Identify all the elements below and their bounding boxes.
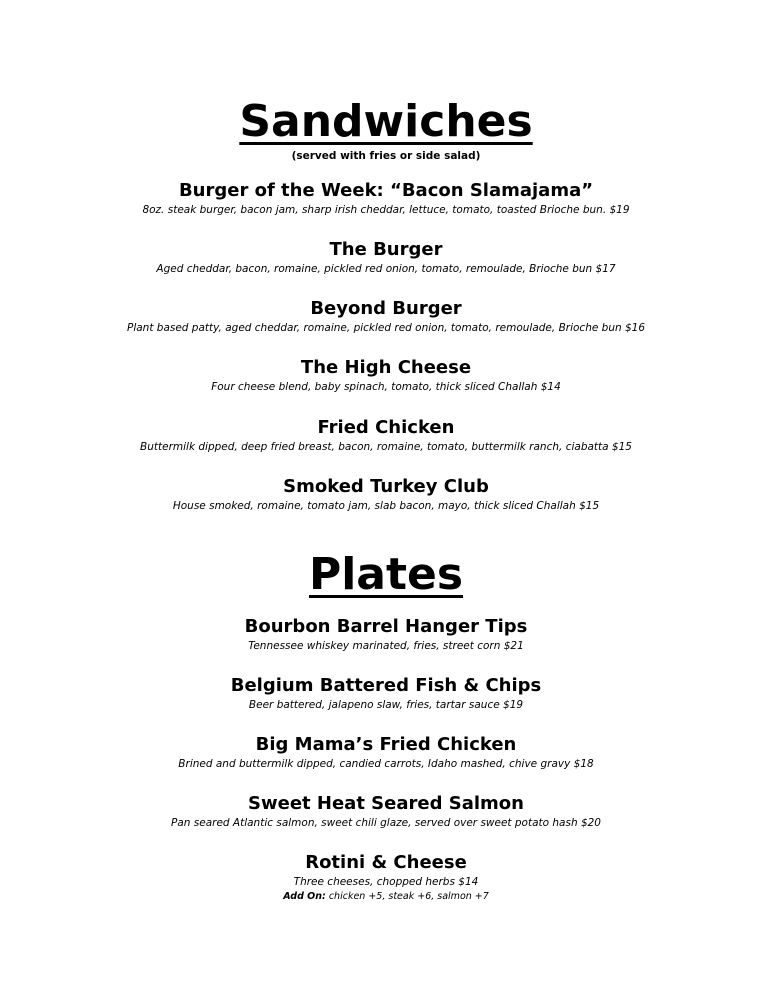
menu-item-name: Big Mama’s Fried Chicken bbox=[255, 734, 517, 755]
menu-item bbox=[0, 475, 772, 514]
menu-item-description: Tennessee whiskey marinated, fries, street corn $21 bbox=[248, 640, 524, 652]
menu-item-description: Brined and buttermilk dipped, candied carrots, Idaho mashed, chive gravy $18 bbox=[178, 758, 594, 770]
sandwiches-served-note: (served with fries or side salad) bbox=[291, 150, 481, 162]
menu-item-description: Pan seared Atlantic salmon, sweet chili glaze, served over sweet potato hash $20 bbox=[171, 817, 601, 829]
menu-item bbox=[0, 297, 772, 336]
menu-item-description: Aged cheddar, bacon, romaine, pickled red onion, tomato, remoulade, Brioche bun $17 bbox=[156, 263, 616, 275]
menu-item-name: Bourbon Barrel Hanger Tips bbox=[244, 616, 528, 637]
menu-item bbox=[0, 674, 772, 713]
menu-item-name: Fried Chicken bbox=[317, 417, 455, 438]
menu-item-description: Four cheese blend, baby spinach, tomato, thick sliced Challah $14 bbox=[211, 381, 561, 393]
add-on-label: Add On: bbox=[283, 891, 326, 902]
menu-item-name: Belgium Battered Fish & Chips bbox=[230, 675, 542, 696]
add-on-note bbox=[0, 890, 772, 904]
menu-item-name: The High Cheese bbox=[300, 357, 472, 378]
menu-item-name: Burger of the Week: “Bacon Slamajama” bbox=[178, 180, 594, 201]
menu-item-description: Plant based patty, aged cheddar, romaine, pickled red onion, tomato, remoulade, Brioche bun $16 bbox=[126, 322, 646, 334]
menu-item bbox=[0, 416, 772, 455]
menu-item bbox=[0, 238, 772, 277]
menu-item bbox=[0, 792, 772, 831]
menu-item-description: Three cheeses, chopped herbs $14 bbox=[293, 876, 479, 888]
add-on-options: chicken +5, steak +6, salmon +7 bbox=[325, 891, 489, 902]
menu-item-name: Sweet Heat Seared Salmon bbox=[248, 793, 524, 814]
menu-item-description: Buttermilk dipped, deep fried breast, bacon, romaine, tomato, buttermilk ranch, ciabatta $15 bbox=[140, 441, 632, 453]
menu-item-description: Beer battered, jalapeno slaw, fries, tartar sauce $19 bbox=[248, 699, 524, 711]
menu-item bbox=[0, 733, 772, 772]
menu-item bbox=[0, 615, 772, 654]
menu-item-name: Rotini & Cheese bbox=[305, 852, 467, 873]
menu-item-name: Beyond Burger bbox=[310, 298, 462, 319]
sandwiches-heading: Sandwiches bbox=[239, 96, 533, 147]
menu-item-name: Smoked Turkey Club bbox=[283, 476, 489, 497]
menu-item-description: 8oz. steak burger, bacon jam, sharp irish cheddar, lettuce, tomato, toasted Brioche bun. $19 bbox=[142, 204, 630, 216]
plates-heading: Plates bbox=[308, 549, 464, 600]
menu-item-name: The Burger bbox=[329, 239, 443, 260]
menu-item bbox=[0, 179, 772, 218]
menu-item bbox=[0, 851, 772, 904]
menu-item-description: House smoked, romaine, tomato jam, slab bacon, mayo, thick sliced Challah $15 bbox=[172, 500, 600, 512]
menu-item bbox=[0, 356, 772, 395]
